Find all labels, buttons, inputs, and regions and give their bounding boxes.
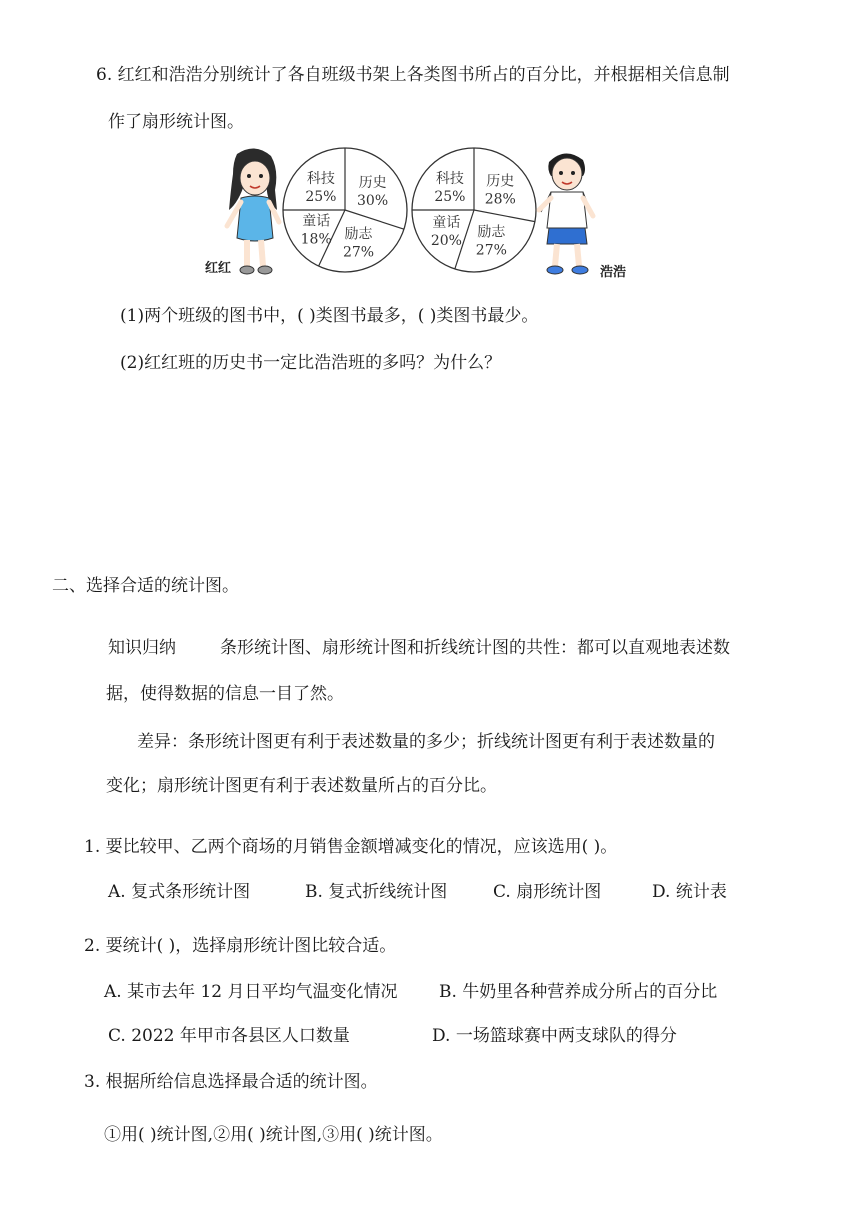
diff-line1: 差异：条形统计图更有利于表述数量的多少；折线统计图更有利于表述数量的 [137, 732, 715, 752]
q3-answer: ①用( )统计图,②用( )统计图,③用( )统计图。 [104, 1125, 443, 1145]
q6-sub1: (1)两个班级的图书中，( )类图书最多，( )类图书最少。 [120, 306, 539, 326]
q6-sub2: (2)红红班的历史书一定比浩浩班的多吗？为什么？ [120, 353, 502, 373]
q6-figure [195, 140, 655, 290]
pie-chart-honghong [283, 148, 407, 272]
pie-slice-value: 27% [342, 244, 375, 261]
pie-slice-label: 励志 [477, 224, 506, 241]
q6-stem-line2: 作了扇形统计图。 [108, 112, 244, 132]
q1-option-d: D. 统计表 [652, 882, 727, 902]
q2-option-d: D. 一场篮球赛中两支球队的得分 [432, 1026, 677, 1046]
boy-name-label: 浩浩 [600, 265, 627, 280]
summary-line2: 据，使得数据的信息一目了然。 [106, 684, 344, 704]
q1-option-b: B. 复式折线统计图 [305, 882, 448, 902]
q2-stem: 2. 要统计( )，选择扇形统计图比较合适。 [84, 936, 397, 956]
pie-slice-value: 27% [475, 242, 507, 259]
summary-tag: 知识归纳 [108, 638, 176, 658]
q1-stem: 1. 要比较甲、乙两个商场的月销售金额增减变化的情况，应该选用( )。 [84, 837, 618, 857]
girl-name-label: 红红 [205, 261, 232, 276]
pie-slice-label: 励志 [344, 226, 373, 243]
girl-illustration [227, 148, 279, 274]
q2-option-c: C. 2022 年甲市各县区人口数量 [108, 1026, 350, 1046]
pie-slice-label: 科技 [306, 170, 335, 187]
pie-slice-value: 30% [357, 192, 389, 209]
q3-stem: 3. 根据所给信息选择最合适的统计图。 [84, 1072, 378, 1092]
pie-chart-haohao [412, 148, 536, 272]
pie-slice-value: 18% [300, 231, 332, 248]
q2-option-a: A. 某市去年 12 月日平均气温变化情况 [104, 982, 398, 1002]
pie-slice-label: 科技 [435, 170, 464, 187]
q1-option-a: A. 复式条形统计图 [108, 882, 251, 902]
section2-heading: 二、选择合适的统计图。 [52, 576, 239, 596]
diff-line2: 变化；扇形统计图更有利于表述数量所占的百分比。 [106, 776, 497, 796]
pie-slice-label: 历史 [486, 173, 515, 190]
pie-slice-label: 童话 [432, 215, 461, 232]
q2-option-b: B. 牛奶里各种营养成分所占的百分比 [439, 982, 718, 1002]
summary-line1: 条形统计图、扇形统计图和折线统计图的共性：都可以直观地表述数 [220, 638, 730, 658]
pie-slice-value: 20% [430, 233, 462, 250]
boy-illustration [539, 153, 593, 274]
pie-slice-value: 25% [305, 188, 337, 205]
pie-slice-value: 28% [484, 191, 516, 208]
q1-option-c: C. 扇形统计图 [493, 882, 602, 902]
pie-slice-value: 25% [434, 188, 466, 205]
pie-slice-label: 童话 [302, 213, 331, 230]
pie-slice-label: 历史 [358, 174, 387, 191]
q6-stem-line1: 6. 红红和浩浩分别统计了各自班级书架上各类图书所占的百分比，并根据相关信息制 [96, 65, 730, 85]
